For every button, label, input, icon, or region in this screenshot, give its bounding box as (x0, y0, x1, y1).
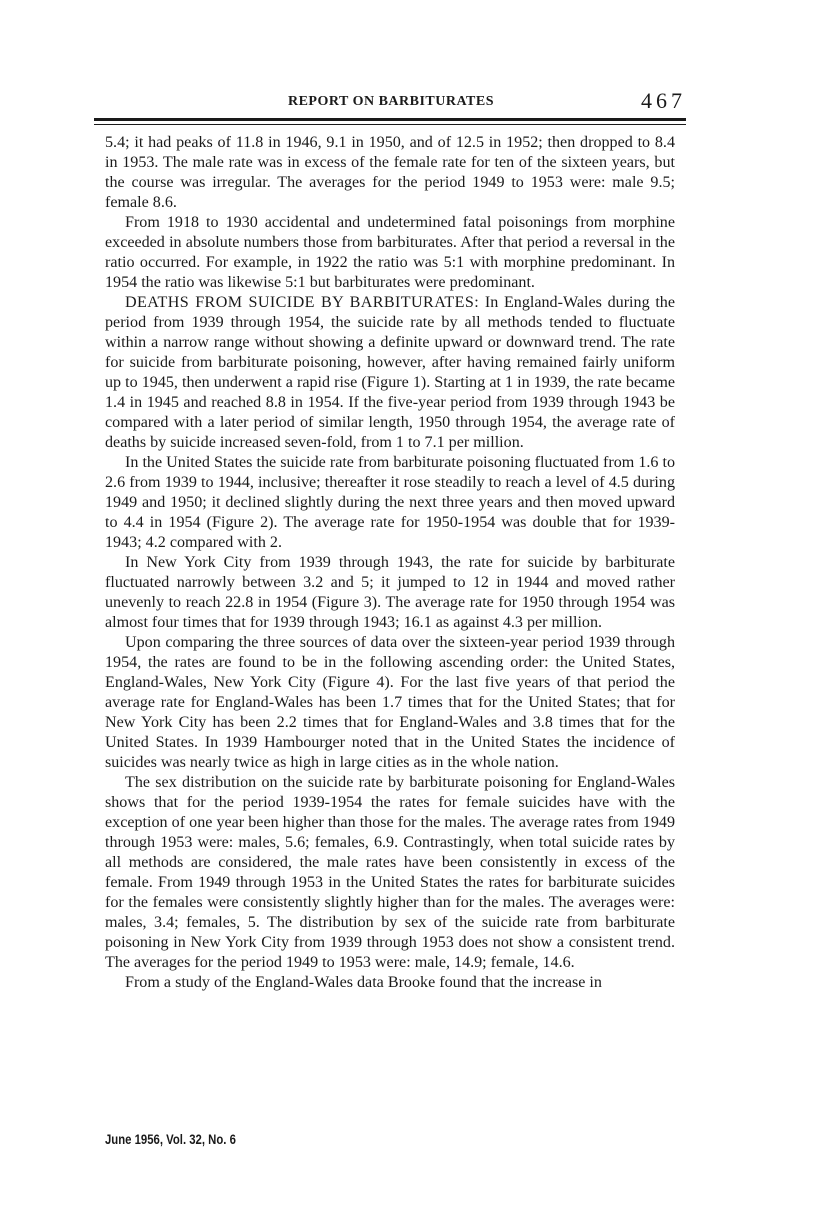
paragraph-united-states: In the United States the suicide rate from barbiturate poisoning fluctuated from 1.6 to 2.6 from 1939 to 1944, inclusive; thereafter it rose steadily to reach a level of 4.5 during 1949 and 1950; it declined slightly during the next three years and then moved upward to 4.4 in 1954 (Figure 2). The average rate for 1950-1954 was double that for 1939-1943; 4.2 compared with 2. (105, 454, 675, 551)
journal-citation: June 1956, Vol. 32, No. 6 (105, 1132, 236, 1147)
paragraph-morphine: From 1918 to 1930 accidental and undetermined fatal poisonings from morphine exceeded in absolute numbers those from barbiturates. After that period a reversal in the ratio occurred. For example, in 1922 the ratio was 5:1 with morphine predominant. In 1954 the ratio was likewise 5:1 but barbiturates were predominant. (105, 214, 675, 291)
running-head (96, 88, 686, 116)
paragraph-sex-distribution: The sex distribution on the suicide rate by barbiturate poisoning for England-Wales shows that for the period 1939-1954 the rates for female suicides have with the exception of one year been higher than those for the males. The average rates from 1949 through 1953 were: males, 5.6; females, 6.9. Contrastingly, when total suicide rates by all methods are considered, the male rates have been consistently in excess of the female. From 1949 through 1953 in the United States the rates for barbiturate suicides for the females were consistently slightly higher than for the males. The averages were: males, 3.4; females, 5. The distribution by sex of the suicide rate from barbiturate poisoning in New York City from 1939 through 1953 does not show a consistent trend. The averages for the period 1949 to 1953 were: male, 14.9; female, 14.6. (105, 774, 675, 971)
header-rule-thick (94, 118, 686, 121)
header-rule-thin (94, 124, 686, 125)
paragraph-england-wales-text: In England-Wales during the period from 1939 through 1954, the suicide rate by all methods tended to fluctuate within a narrow range without showing a definite upward or downward trend. The rate for suicide from barbiturate poisoning, however, after having remained fairly uniform up to 1945, then underwent a rapid rise (Figure 1). Starting at 1 in 1939, the rate became 1.4 in 1945 and reached 8.8 in 1954. If the five-year period from 1939 through 1943 be compared with a later period of similar length, 1950 through 1954, the average rate of deaths by suicide increased seven-fold, from 1 to 7.1 per million. (105, 294, 675, 451)
section-heading: DEATHS FROM SUICIDE BY BARBITURATES: (125, 294, 480, 311)
paragraph-comparison: Upon comparing the three sources of data over the sixteen-year period 1939 through 1954, the rates are found to be in the following ascending order: the United States, England-Wales, New York City (Figure 4). For the last five years of that period the average rate for England-Wales has been 1.7 times that for the United States; that for New York City has been 2.2 times that for England-Wales and 3.8 times that for the United States. In 1939 Hambourger noted that in the United States the incidence of suicides was nearly twice as high in large cities as in the whole nation. (105, 634, 675, 771)
paragraph-england-wales (105, 293, 675, 453)
paragraph-new-york-city: In New York City from 1939 through 1943, the rate for suicide by barbiturate fluctuated narrowly between 3.2 and 5; it jumped to 12 in 1944 and moved rather unevenly to reach 22.8 in 1954 (Figure 3). The average rate for 1950 through 1954 was almost four times that for 1939 through 1943; 16.1 as against 4.3 per million. (105, 554, 675, 631)
article-body (105, 133, 675, 993)
page-number: 467 (641, 88, 686, 113)
paragraph-brooke: From a study of the England-Wales data Brooke found that the increase in (125, 974, 602, 991)
running-title: REPORT ON BARBITURATES (287, 94, 495, 109)
paragraph-continued: 5.4; it had peaks of 11.8 in 1946, 9.1 in 1950, and of 12.5 in 1952; then dropped to 8.4 in 1953. The male rate was in excess of the female rate for ten of the sixteen years, but the course was irregular. The averages for the period 1949 to 1953 were: male 9.5; female 8.6. (105, 134, 675, 211)
